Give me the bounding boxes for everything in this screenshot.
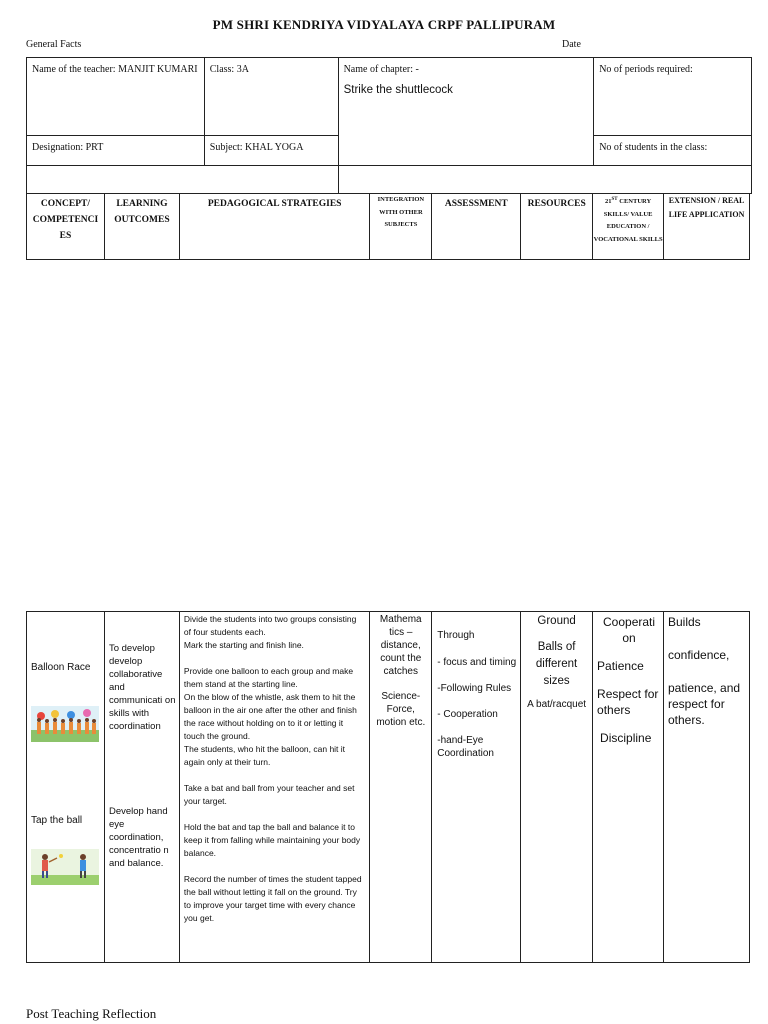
general-facts-label: General Facts [26,39,82,50]
outcome-collaborative: To develop develop collaborative and communicati on skills with coordination [108,643,176,732]
resources-cell [521,612,593,963]
skills-cell [593,612,664,963]
school-title [0,17,768,33]
date-label: Date [562,39,581,50]
periods-cell [594,58,752,136]
activity-balloon-race: Balloon Race [31,662,91,673]
blank-cell [27,166,339,194]
skill-discipline: Discipline [600,731,652,745]
strategy-text: Hold the bat and tap the ball and balance it to keep it from falling while maintaining your body balance. [183,822,361,858]
blank-cell [338,166,751,194]
pedagogy-cell [179,612,369,963]
strategy-text: Take a bat and ball from your teacher and set your target. [183,783,355,806]
strategy-text: Provide one balloon to each group and make them stand at the starting line. [183,666,354,689]
header-resources: RESOURCES [521,194,593,260]
extension-confidence: confidence, [668,648,730,662]
assessment-item: Through [437,630,475,641]
assessment-cell [432,612,521,963]
activity-tap-the-ball: Tap the ball [31,815,83,826]
chapter-label: Name of chapter: - [343,64,419,75]
lesson-table [26,611,750,963]
header-extension: EXTENSION / REAL LIFE APPLICATION [664,194,750,260]
column-header-table [26,193,750,260]
header-pedagogy: PEDAGOGICAL STRATEGIES [179,194,370,260]
header-assessment: ASSESSMENT [432,194,521,260]
students-cell [594,136,752,166]
strategy-text: On the blow of the whistle, ask them to hit the balloon in the air one after the other and finish the race without holding on to it or letting it touch the ground. [183,692,357,741]
chapter-cell [338,58,594,166]
header-integration: INTEGRATION WITH OTHER SUBJECTS [370,194,432,260]
subject-value: Subject: KHAL YOGA [209,142,304,153]
skill-respect: Respect for others [597,687,659,717]
post-teaching-reflection: Post Teaching Reflection [26,1006,157,1021]
header-outcomes: LEARNING OUTCOMES [104,194,179,260]
teacher-cell [27,58,205,136]
skill-cooperation: Cooperati on [603,615,656,645]
students-label: No of students in the class: [599,142,708,153]
skill-patience: Patience [597,659,644,673]
info-table [26,57,752,194]
concept-cell [27,612,105,963]
outcome-hand-eye: Develop hand eye coordination, concentratio n and balance. [108,806,169,869]
extension-cell [664,612,750,963]
strategy-text: Record the number of times the student tapped the ball without letting it fall on the ground. Try to improve your target time with every chance you get. [183,874,362,923]
resource-balls: Balls of different sizes [535,641,578,687]
integration-science: Science- Force, motion etc. [376,691,426,728]
integration-cell [370,612,432,963]
tap-ball-image [31,849,99,885]
assessment-item: - Cooperation [437,709,498,720]
chapter-value: Strike the shuttlecock [343,84,453,96]
integration-maths: Mathema tics – distance, count the catches [379,614,422,677]
strategy-text: Mark the starting and finish line. [183,640,304,650]
school-title-part: VIDYALAYA [346,17,425,32]
assessment-item: -hand-Eye Coordination [437,735,494,759]
subject-cell [204,136,338,166]
assessment-item: -Following Rules [437,683,512,694]
strategy-text: Divide the students into two groups consisting of four students each. [183,614,357,637]
assessment-item: - focus and timing [437,657,517,668]
periods-label: No of periods required: [599,64,693,75]
extension-patience: patience, and respect for others. [668,681,741,727]
extension-builds: Builds [668,615,701,629]
class-value: Class: 3A [209,64,249,75]
resource-bat: A bat/racquet [527,699,587,710]
header-skills: 21ST CENTURY SKILLS/ VALUE EDUCATION / VOCATIONAL SKILLS [593,194,664,260]
header-concept: CONCEPT/ COMPETENCI ES [27,194,105,260]
designation-value: Designation: PRT [32,142,104,153]
designation-cell [27,136,205,166]
class-cell [204,58,338,136]
school-title-part: CRPF PALLIPURAM [424,17,556,32]
balloon-race-image [31,706,99,742]
teacher-name: Name of the teacher: MANJIT KUMARI [32,64,198,75]
school-title-part: PM SHRI KENDRIYA [212,17,347,32]
resource-ground: Ground [537,615,576,627]
outcomes-cell [104,612,179,963]
strategy-text: The students, who hit the balloon, can hit it again only at their turn. [183,744,346,767]
